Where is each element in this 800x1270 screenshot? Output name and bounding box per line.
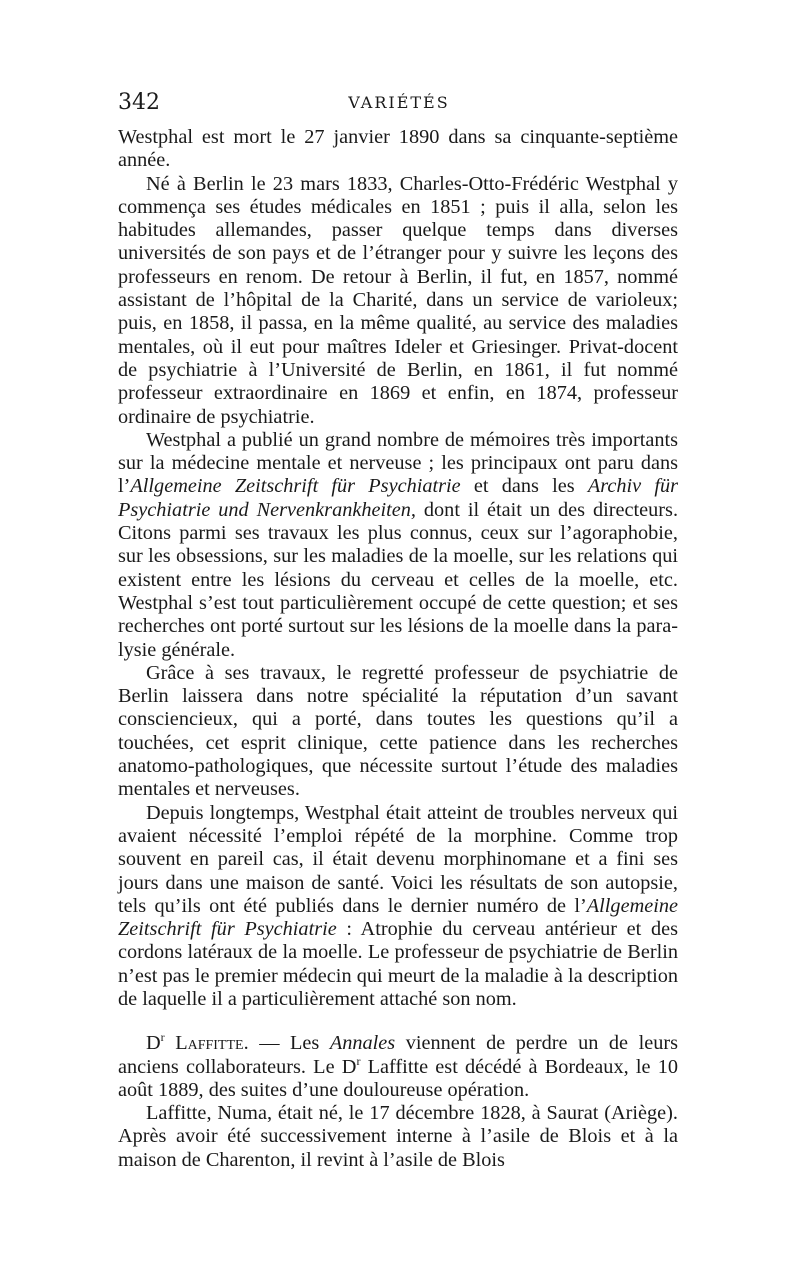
journal-title: Allgemeine Zeitschrift für Psychiatrie [130,475,461,498]
journal-title: Allgemeine Zeitschrift für Psychiatrie [118,894,678,941]
title-abbrev-sup: r [160,1030,165,1045]
text-run: Westphal a publié un grand nombre de mémoires très importants sur la médecine mentale et nerveuse ; les principaux ont paru dans l’ [118,428,678,498]
text-run: Laffitte est décédé à Bordeaux, le 10 août 1889, des suites d’une douloureuse opération. [118,1055,678,1101]
journal-title: Archiv für Psychiatrie und Nervenkrankheiten, [118,475,679,521]
paragraph-laffitte-notice [118,1032,678,1102]
paragraph-biography: Né à Berlin le 23 mars 1833, Charles-Otto-Frédéric Westphal y commença ses études médicales en 1851 ; puis il alla, selon les habitudes allemandes, passer quelque temps dans diverses universités de son pays et de l’étranger pour y suivre les leçons des professeurs en renom. De retour à Berlin, il fut, en 1857, nommé assistant de l’hôpital de la Charité, dans un service de varioleux; puis, en 1858, il passa, en la même qualité, au service des maladies mentales, où il eut pour maîtres Ideler et Griesinger. Privat-docent de psychiatrie à l’Université de Berlin, en 1861, il fut nommé professeur extraordinaire en 1869 et enfin, en 1874, professeur ordinaire de psychiatrie. [118,172,678,428]
paragraph-illness [118,802,678,1012]
article-body [118,126,678,1172]
paragraph-publications [118,429,678,662]
running-title: VARIÉTÉS [348,93,450,112]
text-run: dont il était un des directeurs. Citons parmi ses travaux les plus connus, ceux sur l’agoraphobie, sur les obsessions, sur les maladies de la moelle, sur les relations qui existent entre les lésions du cerveau et celles de la moelle, etc. Westphal s’est tout particulièrement occupé de cette question; et ses recherches ont porté surtout sur les lésions de la moelle dans la paralysie générale. [118,498,679,661]
paragraph-death-notice: Westphal est mort le 27 janvier 1890 dans sa cinquante-septième année. [118,126,678,172]
text-run: viennent de perdre un de leurs anciens collaborateurs. Le D [118,1032,679,1078]
text-run: : Atrophie du cerveau antérieur et des cordons latéraux de la moelle. Le professeur de psychiatrie de Berlin n’est pas le premier médecin qui meurt de la maladie à la description de laquelle il a particulièrement attaché son nom. [118,918,678,1010]
paragraph-laffitte-career: Laffitte, Numa, était né, le 17 décembre 1828, à Saurat (Ariège). Après avoir été successivement interne à l’asile de Blois et à la maison de Charenton, il revint à l’asile de Blois [118,1102,678,1171]
page-header [118,90,680,116]
page-number: 342 [118,90,160,115]
paragraph-legacy: Grâce à ses travaux, le regretté professeur de psychiatrie de Berlin laissera dans notre spécialité la réputation d’un savant consciencieux, qui a porté, dans toutes les questions qu’il a touchées, cet esprit clinique, cette patience dans les recherches anatomo-pathologiques, que nécessite surtout l’étude des maladies mentales et nerveuses. [118,661,678,801]
person-name: Laffitte. [175,1032,249,1055]
journal-title: Annales [329,1032,396,1055]
text-run: et dans les [460,475,588,498]
text-run: — Les [248,1032,330,1055]
title-abbrev-sup: r [356,1053,361,1068]
title-abbrev: D [146,1032,161,1055]
text-run: Depuis longtemps, Westphal était atteint de troubles nerveux qui avaient nécessité l’emploi répété de la morphine. Comme trop souvent en pareil cas, il était devenu morphinomane et a fini ses jours dans une maison de santé. Voici les résultats de son autopsie, tels qu’ils ont été publiés dans le dernier numéro de l’ [118,801,678,917]
